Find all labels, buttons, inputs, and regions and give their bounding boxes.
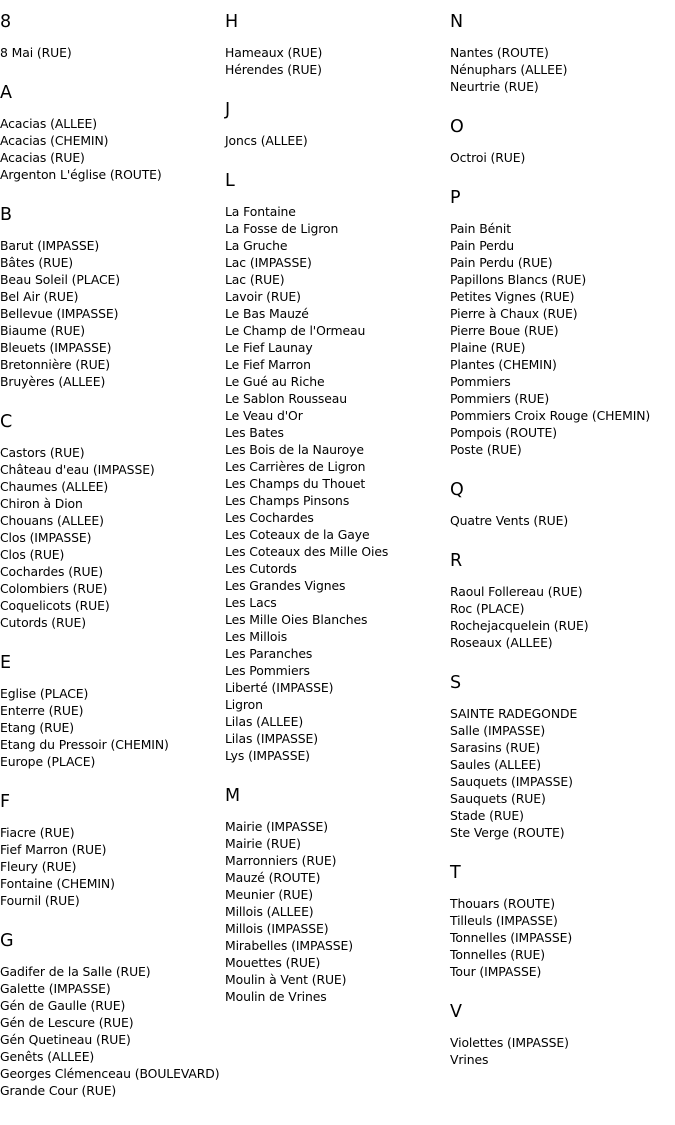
letter-section	[0, 412, 225, 631]
street-name: Georges Clémenceau (BOULEVARD)	[0, 1066, 220, 1081]
street-name: Lys (IMPASSE)	[225, 748, 310, 763]
street-index-column-2	[225, 0, 450, 1027]
street-name: Le Fief Launay	[225, 340, 313, 355]
section-letter-heading: L	[225, 171, 235, 191]
letter-section	[450, 551, 675, 651]
street-name: Tour (IMPASSE)	[450, 964, 542, 979]
street-name: Tonnelles (IMPASSE)	[450, 930, 573, 945]
street-name: Les Grandes Vignes	[225, 578, 346, 593]
street-name: Bruyères (ALLEE)	[0, 374, 106, 389]
street-name: Les Paranches	[225, 646, 313, 661]
section-letter-heading: J	[225, 100, 231, 120]
letter-section	[0, 653, 225, 770]
street-list	[0, 963, 225, 1099]
street-name: Fief Marron (RUE)	[0, 842, 107, 857]
letter-section	[450, 12, 675, 95]
street-name: Beau Soleil (PLACE)	[0, 272, 121, 287]
street-list	[450, 1034, 675, 1068]
street-name: Pierre à Chaux (RUE)	[450, 306, 578, 321]
letter-section	[450, 863, 675, 980]
street-name: Moulin à Vent (RUE)	[225, 972, 347, 987]
letter-section	[0, 83, 225, 183]
street-name: Neurtrie (RUE)	[450, 79, 539, 94]
street-name: La Gruche	[225, 238, 288, 253]
street-name: Ste Verge (ROUTE)	[450, 825, 565, 840]
street-name: Clos (IMPASSE)	[0, 530, 92, 545]
street-list	[450, 705, 675, 841]
street-name: Mouettes (RUE)	[225, 955, 321, 970]
letter-section	[225, 171, 450, 764]
section-letter-heading: B	[0, 205, 13, 225]
street-name: La Fosse de Ligron	[225, 221, 339, 236]
street-list	[0, 44, 225, 61]
street-name: Rochejacquelein (RUE)	[450, 618, 589, 633]
street-name: Tonnelles (RUE)	[450, 947, 545, 962]
street-name: Les Champs Pinsons	[225, 493, 350, 508]
street-name: Lac (IMPASSE)	[225, 255, 312, 270]
street-name: Galette (IMPASSE)	[0, 981, 111, 996]
street-name: Octroi (RUE)	[450, 150, 526, 165]
street-list	[225, 132, 450, 149]
letter-section	[0, 205, 225, 390]
street-name: Bâtes (RUE)	[0, 255, 74, 270]
street-name: Les Lacs	[225, 595, 277, 610]
street-name: Nénuphars (ALLEE)	[450, 62, 568, 77]
street-name: Etang (RUE)	[0, 720, 75, 735]
street-name: Les Cochardes	[225, 510, 314, 525]
street-name: Mairie (IMPASSE)	[225, 819, 328, 834]
street-list	[450, 583, 675, 651]
street-name: Marronniers (RUE)	[225, 853, 337, 868]
street-name: Etang du Pressoir (CHEMIN)	[0, 737, 169, 752]
street-name: Les Bates	[225, 425, 284, 440]
street-name: Vrines	[450, 1052, 489, 1067]
street-name: Castors (RUE)	[0, 445, 85, 460]
street-name: Eglise (PLACE)	[0, 686, 89, 701]
street-name: Bel Air (RUE)	[0, 289, 79, 304]
street-name: Lilas (IMPASSE)	[225, 731, 319, 746]
letter-section	[225, 786, 450, 1005]
street-name: Sarasins (RUE)	[450, 740, 541, 755]
section-letter-heading: 8	[0, 12, 12, 32]
street-list	[225, 44, 450, 78]
street-name: Saules (ALLEE)	[450, 757, 541, 772]
street-name: Millois (ALLEE)	[225, 904, 314, 919]
street-name: Ligron	[225, 697, 263, 712]
street-index-column-3	[450, 0, 675, 1090]
street-list	[450, 44, 675, 95]
street-name: Coquelicots (RUE)	[0, 598, 110, 613]
section-letter-heading: H	[225, 12, 239, 32]
street-name: Mauzé (ROUTE)	[225, 870, 321, 885]
letter-section	[450, 1002, 675, 1068]
section-letter-heading: T	[450, 863, 461, 883]
street-name: Roseaux (ALLEE)	[450, 635, 553, 650]
section-letter-heading: N	[450, 12, 464, 32]
street-name: Salle (IMPASSE)	[450, 723, 546, 738]
street-name: Lavoir (RUE)	[225, 289, 301, 304]
letter-section	[225, 12, 450, 78]
street-list	[450, 895, 675, 980]
street-name: Mirabelles (IMPASSE)	[225, 938, 353, 953]
street-name: Les Champs du Thouet	[225, 476, 366, 491]
section-letter-heading: R	[450, 551, 463, 571]
section-letter-heading: V	[450, 1002, 462, 1022]
street-name: Pain Perdu	[450, 238, 514, 253]
street-name: Papillons Blancs (RUE)	[450, 272, 587, 287]
letter-section	[0, 792, 225, 909]
street-name: Pompois (ROUTE)	[450, 425, 557, 440]
street-name: Hameaux (RUE)	[225, 45, 323, 60]
street-name: Colombiers (RUE)	[0, 581, 108, 596]
street-name: Pommiers	[450, 374, 511, 389]
street-name: SAINTE RADEGONDE	[450, 706, 578, 721]
street-name: Fiacre (RUE)	[0, 825, 75, 840]
street-name: Pommiers Croix Rouge (CHEMIN)	[450, 408, 651, 423]
section-letter-heading: P	[450, 188, 461, 208]
letter-section	[450, 188, 675, 458]
section-letter-heading: Q	[450, 480, 464, 500]
street-name: Biaume (RUE)	[0, 323, 85, 338]
street-name: Pierre Boue (RUE)	[450, 323, 559, 338]
street-name: Pain Bénit	[450, 221, 512, 236]
section-letter-heading: O	[450, 117, 464, 137]
street-name: Roc (PLACE)	[450, 601, 525, 616]
letter-section	[450, 673, 675, 841]
street-name: Mairie (RUE)	[225, 836, 301, 851]
street-name: Le Veau d'Or	[225, 408, 303, 423]
street-name: Le Fief Marron	[225, 357, 311, 372]
section-letter-heading: A	[0, 83, 12, 103]
letter-section	[225, 100, 450, 149]
street-list	[0, 115, 225, 183]
street-name: Acacias (RUE)	[0, 150, 85, 165]
section-letter-heading: C	[0, 412, 13, 432]
street-name: Le Champ de l'Ormeau	[225, 323, 366, 338]
street-name: Le Bas Mauzé	[225, 306, 309, 321]
street-name: Acacias (ALLEE)	[0, 116, 98, 131]
street-name: Genêts (ALLEE)	[0, 1049, 95, 1064]
street-name: Chaumes (ALLEE)	[0, 479, 109, 494]
street-name: Gén de Gaulle (RUE)	[0, 998, 126, 1013]
street-list	[225, 818, 450, 1005]
street-name: Europe (PLACE)	[0, 754, 96, 769]
street-name: Les Carrières de Ligron	[225, 459, 366, 474]
street-name: Cutords (RUE)	[0, 615, 86, 630]
street-list	[225, 203, 450, 764]
street-name: Lilas (ALLEE)	[225, 714, 304, 729]
street-name: Raoul Follereau (RUE)	[450, 584, 583, 599]
street-name: Pain Perdu (RUE)	[450, 255, 553, 270]
street-name: Plaine (RUE)	[450, 340, 526, 355]
section-letter-heading: E	[0, 653, 12, 673]
street-name: La Fontaine	[225, 204, 296, 219]
street-name: Clos (RUE)	[0, 547, 65, 562]
street-name: Fontaine (CHEMIN)	[0, 876, 115, 891]
street-name: Les Bois de la Nauroye	[225, 442, 364, 457]
section-letter-heading: S	[450, 673, 462, 693]
street-name: Le Gué au Riche	[225, 374, 325, 389]
street-name: Tilleuls (IMPASSE)	[450, 913, 558, 928]
street-name: 8 Mai (RUE)	[0, 45, 72, 60]
section-letter-heading: F	[0, 792, 11, 812]
street-name: Bretonnière (RUE)	[0, 357, 111, 372]
street-name: Hérendes (RUE)	[225, 62, 322, 77]
letter-section	[0, 12, 225, 61]
street-name: Gén Quetineau (RUE)	[0, 1032, 131, 1047]
street-name: Les Cutords	[225, 561, 297, 576]
street-name: Enterre (RUE)	[0, 703, 84, 718]
street-name: Violettes (IMPASSE)	[450, 1035, 569, 1050]
street-name: Bellevue (IMPASSE)	[0, 306, 119, 321]
street-name: Moulin de Vrines	[225, 989, 327, 1004]
street-name: Barut (IMPASSE)	[0, 238, 100, 253]
street-name: Sauquets (RUE)	[450, 791, 546, 806]
street-list	[450, 220, 675, 458]
street-name: Le Sablon Rousseau	[225, 391, 348, 406]
street-name: Thouars (ROUTE)	[450, 896, 555, 911]
street-name: Stade (RUE)	[450, 808, 524, 823]
street-name: Gadifer de la Salle (RUE)	[0, 964, 151, 979]
street-name: Chouans (ALLEE)	[0, 513, 104, 528]
letter-section	[450, 480, 675, 529]
section-letter-heading: M	[225, 786, 241, 806]
street-list	[450, 149, 675, 166]
street-name: Les Coteaux de la Gaye	[225, 527, 370, 542]
street-list	[0, 685, 225, 770]
street-list	[0, 444, 225, 631]
street-name: Plantes (CHEMIN)	[450, 357, 557, 372]
letter-section	[450, 117, 675, 166]
street-name: Les Pommiers	[225, 663, 310, 678]
street-name: Argenton L'église (ROUTE)	[0, 167, 162, 182]
street-name: Meunier (RUE)	[225, 887, 313, 902]
street-name: Fournil (RUE)	[0, 893, 80, 908]
letter-section	[0, 931, 225, 1099]
street-name: Gén de Lescure (RUE)	[0, 1015, 134, 1030]
street-name: Château d'eau (IMPASSE)	[0, 462, 155, 477]
street-list	[450, 512, 675, 529]
street-name: Lac (RUE)	[225, 272, 285, 287]
street-name: Pommiers (RUE)	[450, 391, 550, 406]
street-list	[0, 824, 225, 909]
street-name: Poste (RUE)	[450, 442, 522, 457]
street-name: Quatre Vents (RUE)	[450, 513, 569, 528]
street-name: Acacias (CHEMIN)	[0, 133, 109, 148]
street-name: Grande Cour (RUE)	[0, 1083, 117, 1098]
section-letter-heading: G	[0, 931, 14, 951]
street-index-column-1	[0, 0, 225, 1121]
street-name: Fleury (RUE)	[0, 859, 77, 874]
street-name: Millois (IMPASSE)	[225, 921, 329, 936]
street-name: Chiron à Dion	[0, 496, 83, 511]
street-name: Les Millois	[225, 629, 288, 644]
street-name: Joncs (ALLEE)	[225, 133, 308, 148]
street-name: Cochardes (RUE)	[0, 564, 103, 579]
street-name: Sauquets (IMPASSE)	[450, 774, 573, 789]
street-name: Les Mille Oies Blanches	[225, 612, 368, 627]
street-name: Nantes (ROUTE)	[450, 45, 549, 60]
street-name: Petites Vignes (RUE)	[450, 289, 575, 304]
street-list	[0, 237, 225, 390]
street-name: Les Coteaux des Mille Oies	[225, 544, 389, 559]
street-name: Liberté (IMPASSE)	[225, 680, 334, 695]
street-name: Bleuets (IMPASSE)	[0, 340, 112, 355]
